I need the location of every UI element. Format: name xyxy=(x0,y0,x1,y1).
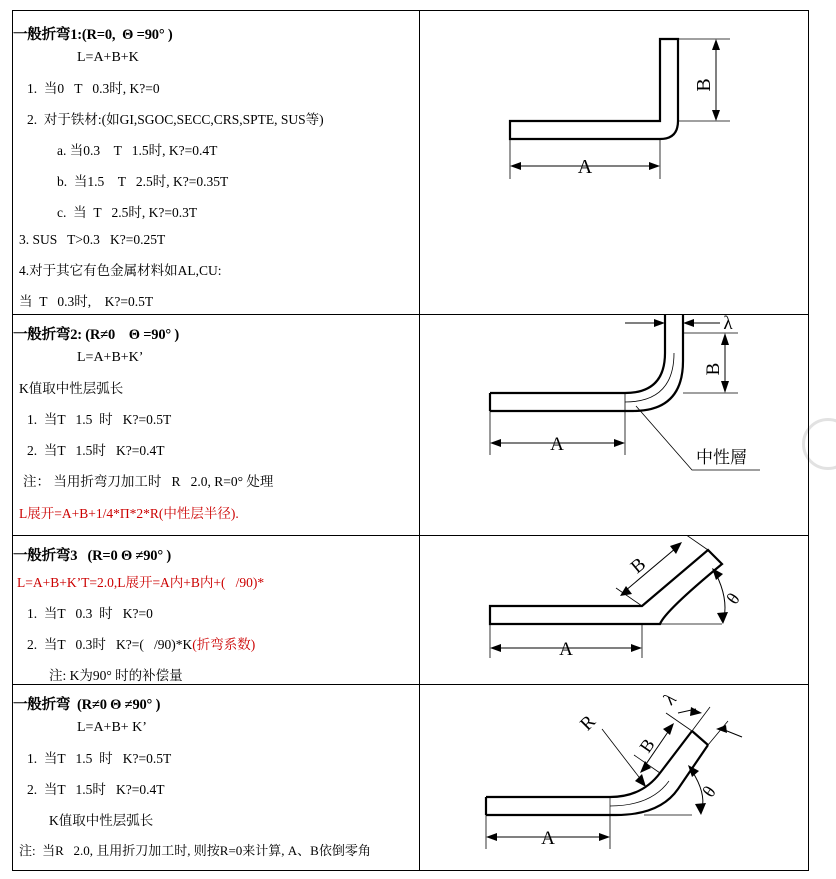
label-r: R xyxy=(576,711,601,736)
bend3-note: 注: K为90° 时的补偿量 xyxy=(49,668,183,683)
bend2-figure-cell xyxy=(420,315,809,536)
bend1-line-2a: a. 当0.3 T 1.5时, K?=0.4T xyxy=(57,143,218,158)
bend1-figure-cell xyxy=(420,11,809,315)
label-lambda: λ xyxy=(723,315,733,334)
label-a: A xyxy=(577,156,593,178)
arrow-theta-top xyxy=(712,568,723,580)
bend1-line-4: 4.对于其它有色金属材料如AL,CU: xyxy=(19,263,222,278)
arrow-b-down xyxy=(712,110,720,121)
label-b: B xyxy=(693,78,715,92)
bend4-note: 注: 当R 2.0, 且用折刀加工时, 则按R=0来计算, A、B依倒零角 xyxy=(19,843,371,858)
dimension-lambda xyxy=(678,709,742,737)
arrow-theta-bottom xyxy=(717,612,728,624)
radius-leader xyxy=(602,729,642,781)
bend3-text-cell xyxy=(13,536,420,685)
arrow-b-low xyxy=(640,761,651,773)
arrow-theta-bottom xyxy=(695,803,706,815)
bend1-heading: 一般折弯1:(R=0, Θ =90° ) xyxy=(13,27,173,43)
table-row xyxy=(13,11,809,315)
bend1-text-cell xyxy=(13,11,420,315)
arrow-a-right xyxy=(614,439,625,447)
bend1-line-1: 1. 当0 T 0.3时, K?=0 xyxy=(27,81,160,96)
arrow-b-up xyxy=(712,39,720,50)
bend2-note: 注： 当用折弯刀加工时 R 2.0, R=0° 处理 xyxy=(23,474,274,489)
bend2-formula: L=A+B+K’ xyxy=(77,350,144,365)
label-b: B xyxy=(626,553,651,578)
bend3-line-1: 1. 当T 0.3 时 K?=0 xyxy=(27,606,153,621)
label-b: B xyxy=(703,362,724,376)
bend-profile xyxy=(490,550,722,624)
bend3-line-2 xyxy=(27,633,419,653)
bend1-line-2c: c. 当 T 2.5时, K?=0.3T xyxy=(57,205,198,220)
table-row xyxy=(13,315,809,536)
bend3-red-formula: L=A+B+K’T=2.0,L展开=A内+B内+( /90)* xyxy=(17,575,265,590)
arrow-a-right xyxy=(631,644,642,652)
l-bend-sharp-corner-figure xyxy=(420,11,806,312)
label-theta: θ xyxy=(698,782,720,801)
bend-profile-outer xyxy=(490,315,683,411)
arrow-lambda-left xyxy=(654,319,665,327)
bend2-red-formula: L展开=A+B+1/4*Π*2*R(中性层半径). xyxy=(19,506,239,521)
bend1-formula: L=A+B+K xyxy=(77,50,139,65)
bend3-heading: 一般折弯3 (R=0 Θ ≠90° ) xyxy=(13,548,171,564)
table-row xyxy=(13,536,809,685)
angled-bend-radius-figure xyxy=(420,685,806,870)
bend4-text-cell xyxy=(13,685,420,871)
dimension-extension-lines xyxy=(510,39,730,179)
label-b: B xyxy=(635,734,659,757)
bend-spec-table xyxy=(12,10,809,871)
bend2-text-cell xyxy=(13,315,420,536)
dimension-extension-lines xyxy=(490,536,722,658)
bend-profile-outer xyxy=(486,731,708,815)
bend4-line-1: 1. 当T 1.5 时 K?=0.5T xyxy=(27,751,172,766)
label-a: A xyxy=(559,639,573,660)
label-a: A xyxy=(550,434,564,455)
arrow-lambda-b xyxy=(716,725,727,733)
arrow-a-right xyxy=(649,162,660,170)
arrow-b-down xyxy=(721,381,729,393)
bend1-line-4a: 当 T 0.3时, K?=0.5T xyxy=(19,294,154,309)
bend2-line-2: 2. 当T 1.5时 K?=0.4T xyxy=(27,443,165,458)
bend2-line-k: K值取中性层弧长 xyxy=(19,381,124,396)
arrow-b-low xyxy=(620,586,632,596)
table-row xyxy=(13,685,809,871)
arrow-lambda-a xyxy=(690,707,702,716)
dimension-extension-lines xyxy=(486,707,728,849)
label-theta: θ xyxy=(722,589,744,608)
arrow-a-left xyxy=(510,162,521,170)
dimension-extension-lines xyxy=(490,317,738,455)
neutral-layer-arc xyxy=(610,781,669,815)
bend4-figure-cell xyxy=(420,685,809,871)
bend4-line-k: K值取中性层弧长 xyxy=(49,813,154,828)
bend3-line-2-red: (折弯系数) xyxy=(192,637,256,652)
arrow-lambda-right xyxy=(683,319,694,327)
arrow-r xyxy=(635,774,646,787)
label-a: A xyxy=(541,828,555,849)
arrow-a-left xyxy=(490,439,501,447)
bend1-line-2: 2. 对于铁材:(如GI,SGOC,SECC,CRS,SPTE, SUS等) xyxy=(27,112,324,127)
bend1-line-3: 3. SUS T>0.3 K?=0.25T xyxy=(19,232,166,247)
angled-bend-sharp-corner-figure xyxy=(420,536,806,676)
arrow-b-high xyxy=(663,723,674,735)
arrow-b-high xyxy=(670,542,682,554)
bend4-heading: 一般折弯 (R≠0 Θ ≠90° ) xyxy=(13,697,161,713)
l-bend-radius-neutral-layer-figure xyxy=(420,315,806,535)
arrow-a-right xyxy=(599,833,610,841)
arrow-a-left xyxy=(490,644,501,652)
label-lambda: λ xyxy=(659,688,680,709)
bend2-heading: 一般折弯2: (R≠0 Θ =90° ) xyxy=(13,327,180,343)
bend4-line-2: 2. 当T 1.5时 K?=0.4T xyxy=(27,782,165,797)
bend3-line-2-main: 2. 当T 0.3时 K?=( /90)*K xyxy=(27,637,193,652)
bend4-formula: L=A+B+ K’ xyxy=(77,720,147,735)
arrow-b-up xyxy=(721,333,729,345)
bend3-figure-cell xyxy=(420,536,809,685)
l-bend-profile xyxy=(510,39,678,139)
label-neutral-layer: 中性層 xyxy=(696,448,747,467)
arrow-a-left xyxy=(486,833,497,841)
bend2-line-1: 1. 当T 1.5 时 K?=0.5T xyxy=(27,412,172,427)
bend1-line-2b: b. 当1.5 T 2.5时, K?=0.35T xyxy=(57,174,229,189)
